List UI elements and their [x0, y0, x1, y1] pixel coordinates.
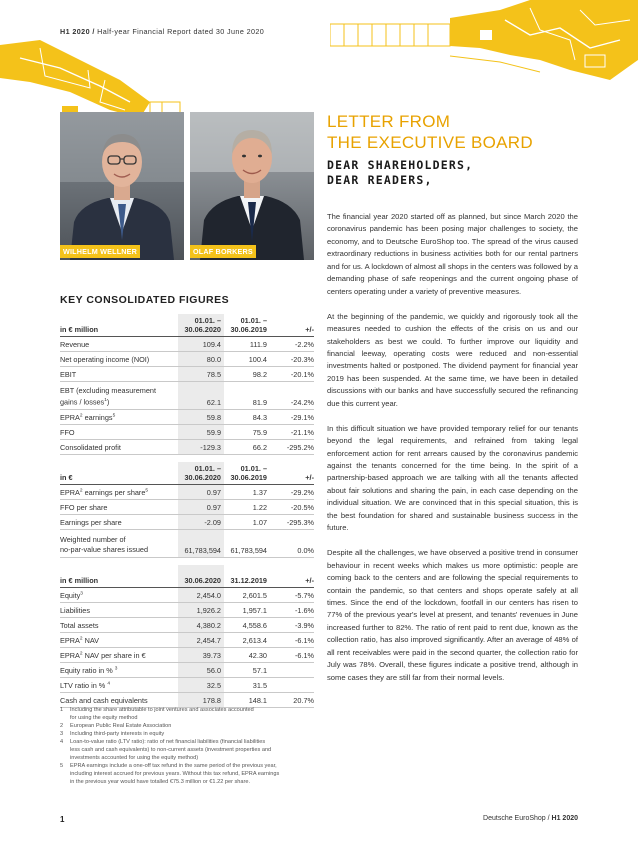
running-header: H1 2020 / Half-year Financial Report dated 30 June 2020 — [60, 27, 265, 36]
key-figures-table-per-share — [60, 462, 314, 558]
table-row: EBIT 78.5 98.2 -20.1% — [60, 367, 314, 382]
letter-title: LETTER FROM THE EXECUTIVE BOARD — [327, 112, 533, 152]
letter-body — [327, 211, 578, 697]
paragraph: The financial year 2020 started off as planned, but since March 2020 the coronavirus pandemic has been posing major challenges to society, the economy, and to Deutsche EuroShop too. The spread of the virus caused extraordinary reductions in business activities both for our rental partners and for us. A lockdown of almost all shops in the centers was followed by a demanding phase of safe reopenings and the current ongoing phase of centers operating under a variety of preventive measures. — [327, 212, 578, 296]
column-header-previous: 31.12.2019 — [224, 565, 270, 587]
column-header-previous: 01.01. – 30.06.2019 — [224, 462, 270, 485]
table-row: Net operating income (NOI) 80.0 100.4 -20.3% — [60, 352, 314, 367]
table-row: Weighted number of no-par-value shares issued 61,783,594 61,783,594 0.0% — [60, 530, 314, 558]
table-row: Equity$^3$ 2,454.0 2,601.5 -5.7% — [60, 587, 314, 602]
table-row: FFO per share 0.97 1.22 -20.5% — [60, 500, 314, 515]
column-header-change: +/- — [270, 565, 314, 587]
table-row: EPRA$^2$ NAV per share in € 39.73 42.30 -6.1% — [60, 647, 314, 662]
footnote: 4 Loan-to-value ratio (LTV ratio): ratio of net financial liabilities (financial liabilities less cash and cash equivalents) to non-current assets (investment properties and investments accounted for using the equity method) — [60, 739, 272, 761]
paragraph: At the beginning of the pandemic, we quickly and rigorously took all the measures needed to cushion the effects of the crisis on us and our stakeholders as best we could. To further improve our liquidity and financial leeway, operating costs were reduced and non-essential investments halted or postponed. The dividend payment for financial year 2019 has been suspended. At the same time, we have been in detailed discussions with our banks and have successfully secured the refinancing due this current year. — [327, 311, 578, 408]
footnote: 3 Including third-party interests in equity — [60, 731, 165, 737]
column-header-previous: 01.01. – 30.06.2019 — [224, 314, 270, 337]
table-unit: in € million — [60, 314, 178, 337]
table-row: Consolidated profit -129.3 66.2 -295.2% — [60, 440, 314, 455]
portrait-left-illustration — [60, 112, 184, 260]
footnote: 5 EPRA earnings include a one-off tax refund in the same period of the previous year, including interest accrued for previous years. Without this tax refund, EPRA earnings in the previous year would have totalled €75.3 million or €1.22 per share. — [60, 763, 280, 785]
table-row: EBT (excluding measurement gains / losses$^1$) 62.1 81.9 -24.2% — [60, 382, 314, 410]
table-row: FFO 59.9 75.9 -21.1% — [60, 425, 314, 440]
table-unit: in € million — [60, 565, 178, 587]
letter-greeting: DEAR SHAREHOLDERS, DEAR READERS, — [327, 158, 474, 187]
column-header-current: 01.01. – 30.06.2020 — [178, 462, 224, 485]
table-row: Earnings per share -2.09 1.07 -295.3% — [60, 515, 314, 530]
column-header-current: 01.01. – 30.06.2020 — [178, 314, 224, 337]
table-row: EPRA$^2$ NAV 2,454.7 2,613.4 -6.1% — [60, 632, 314, 647]
table-header-row — [60, 462, 314, 485]
footnote: 2 European Public Real Estate Association — [60, 723, 172, 729]
table-row: EPRA$^2$ earnings$^5$ 59.8 84.3 -29.1% — [60, 410, 314, 425]
running-footer: Deutsche EuroShop / H1 2020 — [483, 815, 578, 822]
portrait-right-illustration — [190, 112, 314, 260]
portrait-olaf-borkers — [190, 112, 314, 260]
key-figures-table-earnings — [60, 314, 314, 455]
page-number: 1 — [60, 815, 65, 824]
column-header-change: +/- — [270, 314, 314, 337]
table-row: EPRA$^2$ earnings per share$^5$ 0.97 1.37 -29.2% — [60, 485, 314, 500]
footnote: 1 Including the share attributable to joint ventures and associates accounted for using the equity method — [60, 707, 254, 721]
portrait-wilhelm-wellner — [60, 112, 184, 260]
column-header-current: 30.06.2020 — [178, 565, 224, 587]
table-row: Equity ratio in % $^3$ 56.0 57.1 — [60, 662, 314, 677]
table-header-row — [60, 565, 314, 587]
table-row: LTV ratio in % $^4$ 32.5 31.5 — [60, 677, 314, 692]
portrait-name-tag: WILHELM WELLNER — [60, 245, 140, 258]
table-row: Liabilities 1,926.2 1,957.1 -1.6% — [60, 602, 314, 617]
paragraph: In this difficult situation we have provided temporary relief for our tenants beyond the legal requirements, and refrained from taking legal enforcement action for rent arrears caused by the coronavirus pandemic against the tenants concerned for the time being. In the spirit of a partnership-based approach we are talking with all the tenants affected about fair solutions and sharing the pain, in each case depending on the individual situation. We are convinced that in this special situation, this is the best foundation for shared and sustainable business success in the future. — [327, 423, 578, 533]
table-header-row — [60, 314, 314, 337]
key-figures-table-balance — [60, 565, 314, 708]
table-row: Total assets 4,380.2 4,558.6 -3.9% — [60, 617, 314, 632]
floorplan-graphic-top-right — [330, 0, 638, 100]
table-row: Cash and cash equivalents 178.8 148.1 20.7% — [60, 692, 314, 707]
table-unit: in € — [60, 462, 178, 485]
portrait-name-tag: OLAF BORKERS — [190, 245, 256, 258]
column-header-change: +/- — [270, 462, 314, 485]
key-figures-title: KEY CONSOLIDATED FIGURES — [60, 294, 230, 306]
footnotes — [60, 706, 316, 786]
table-row: Revenue 109.4 111.9 -2.2% — [60, 337, 314, 352]
paragraph: Despite all the challenges, we have observed a positive trend in consumer behaviour in recent weeks which makes us more optimistic: people are coming back to the centers and are following the special requirements to contain the pandemic, so that centers and shops operate safely at all times. Since the end of the lockdown, footfall in our centers has risen to 77% of the previous year's level at present, and tenants' revenues in June increased further to 82%. The ratio of rent paid to rent due, known as the collection ratio, has also improved significantly. After an average of 48% of all rent receivables were paid in the second quarter, the collection ratio for July was 78%. Overall, these figures indicate a positive trend, although in some cases they are still far from their normal levels. — [327, 548, 578, 682]
